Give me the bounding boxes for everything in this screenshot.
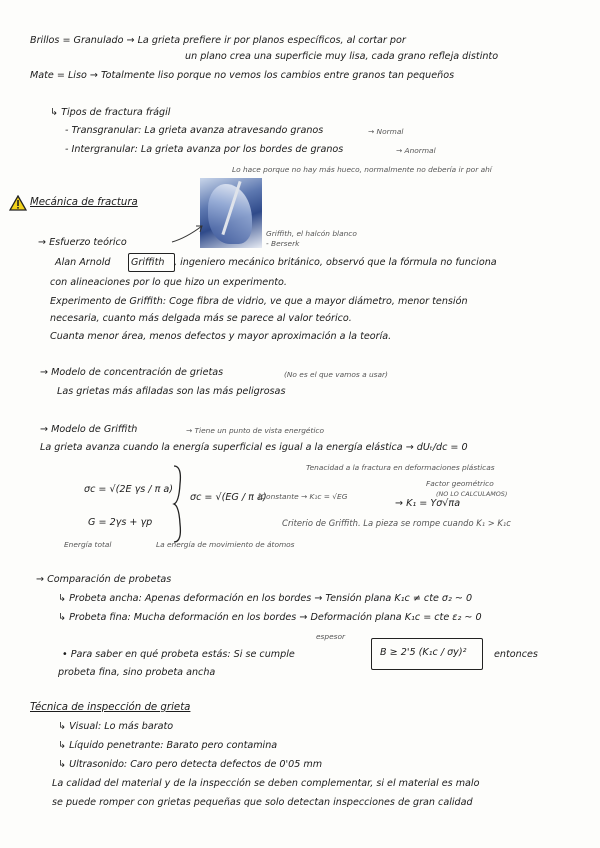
line-probeta-fina-ancha: probeta fina, sino probeta ancha	[58, 667, 216, 678]
note-energetico: → Tiene un punto de vista energético	[186, 426, 325, 435]
equation-ki: → K₁ = Yσ√πa	[395, 498, 461, 509]
equation-g: G = 2γs + γp	[88, 517, 153, 528]
note-constante: ]Constante → K₁c = √EG	[258, 492, 348, 501]
caption-griffith: Griffith, el halcón blanco	[266, 229, 357, 238]
formula-b: B ≥ 2'5 (K₁c / σy)²	[380, 647, 467, 658]
line-mate: Mate = Liso → Totalmente liso porque no vemos los cambios entre granos tan pequeños	[30, 70, 455, 81]
warning-triangle-icon	[9, 195, 27, 211]
line-intergranular: - Intergranular: La grieta avanza por los bordes de granos	[65, 144, 344, 155]
line-alan-c: , ingeniero mecánico británico, observó que la fórmula no funciona	[174, 257, 497, 268]
line-liquido: ↳ Líquido penetrante: Barato pero contamina	[58, 740, 278, 751]
line-modelo-concentracion: → Modelo de concentración de grietas	[40, 367, 224, 378]
line-experimento-3: Cuanta menor área, menos defectos y mayor aproximación a la teoría.	[50, 331, 392, 342]
line-probeta-ancha: ↳ Probeta ancha: Apenas deformación en los bordes → Tensión plana K₁c ≠ cte σ₂ ~ 0	[58, 593, 473, 604]
arrow-to-illustration-icon	[170, 222, 206, 246]
brace-icon	[172, 464, 186, 544]
caption-berserk: - Berserk	[266, 239, 300, 248]
line-esfuerzo: → Esfuerzo teórico	[38, 237, 127, 248]
line-experimento-1: Experimento de Griffith: Coge fibra de vidrio, ve que a mayor diámetro, menor tensión	[50, 296, 468, 307]
note-espesor: espesor	[316, 632, 346, 641]
griffith-illustration	[200, 178, 262, 248]
line-experimento-2: necesaria, cuanto más delgada más se parece al valor teórico.	[50, 313, 352, 324]
line-alan-b: Griffith	[131, 257, 165, 268]
line-afiladas: Las grietas más afiladas son las más peligrosas	[57, 386, 286, 397]
line-tipos: ↳ Tipos de fractura frágil	[50, 107, 171, 118]
line-brillos-2: un plano crea una superficie muy lisa, cada grano refleja distinto	[185, 51, 499, 62]
line-brillos: Brillos = Granulado → La grieta prefiere ir por planos específicos, al cortar por	[30, 35, 406, 46]
line-alineaciones: con alineaciones por lo que hizo un experimento.	[50, 277, 287, 288]
line-entonces: entonces	[494, 649, 538, 660]
line-alan-a: Alan Arnold	[55, 257, 111, 268]
note-anormal: → Anormal	[396, 146, 436, 155]
note-tenacidad: Tenacidad a la fractura en deformaciones plásticas	[306, 463, 495, 472]
note-normal: → Normal	[368, 127, 404, 136]
line-criterio: Criterio de Griffith. La pieza se rompe cuando K₁ > K₁c	[282, 518, 511, 528]
line-calidad-1: La calidad del material y de la inspección se deben complementar, si el material es malo	[52, 778, 480, 789]
section-title-mecanica: Mecánica de fractura	[30, 197, 138, 208]
label-energia-total: Energía total	[64, 540, 112, 549]
line-comparacion: → Comparación de probetas	[36, 574, 172, 585]
equation-sigma-1: σc = √(2E γs / π a)	[84, 484, 174, 495]
equation-sigma-2: σc = √(EG / π a)	[190, 492, 267, 503]
note-hueco: Lo hace porque no hay más hueco, normalmente no debería ir por ahí	[232, 165, 492, 174]
line-ultrasonido: ↳ Ultrasonido: Caro pero detecta defectos de 0'05 mm	[58, 759, 323, 770]
line-probeta-fina: ↳ Probeta fina: Mucha deformación en los bordes → Deformación plana K₁c = cte ε₂ ~ 0	[58, 612, 482, 623]
label-energia-movimiento: La energía de movimiento de átomos	[156, 540, 295, 549]
line-calidad-2: se puede romper con grietas pequeñas que solo detectan inspecciones de gran calidad	[52, 797, 473, 808]
line-transgranular: - Transgranular: La grieta avanza atravesando granos	[65, 125, 324, 136]
section-title-tecnica: Técnica de inspección de grieta	[30, 702, 191, 713]
line-visual: ↳ Visual: Lo más barato	[58, 721, 174, 732]
line-avanza: La grieta avanza cuando la energía superficial es igual a la energía elástica → dUₜ/dc = 0	[40, 442, 468, 453]
line-saber: • Para saber en qué probeta estás: Si se cumple	[62, 649, 295, 660]
note-factor-geometrico: Factor geométrico	[426, 479, 494, 488]
line-modelo-griffith: → Modelo de Griffith	[40, 424, 138, 435]
note-no-calculamos: (NO LO CALCULAMOS)	[436, 490, 508, 498]
note-no-usar: (No es el que vamos a usar)	[284, 370, 388, 379]
